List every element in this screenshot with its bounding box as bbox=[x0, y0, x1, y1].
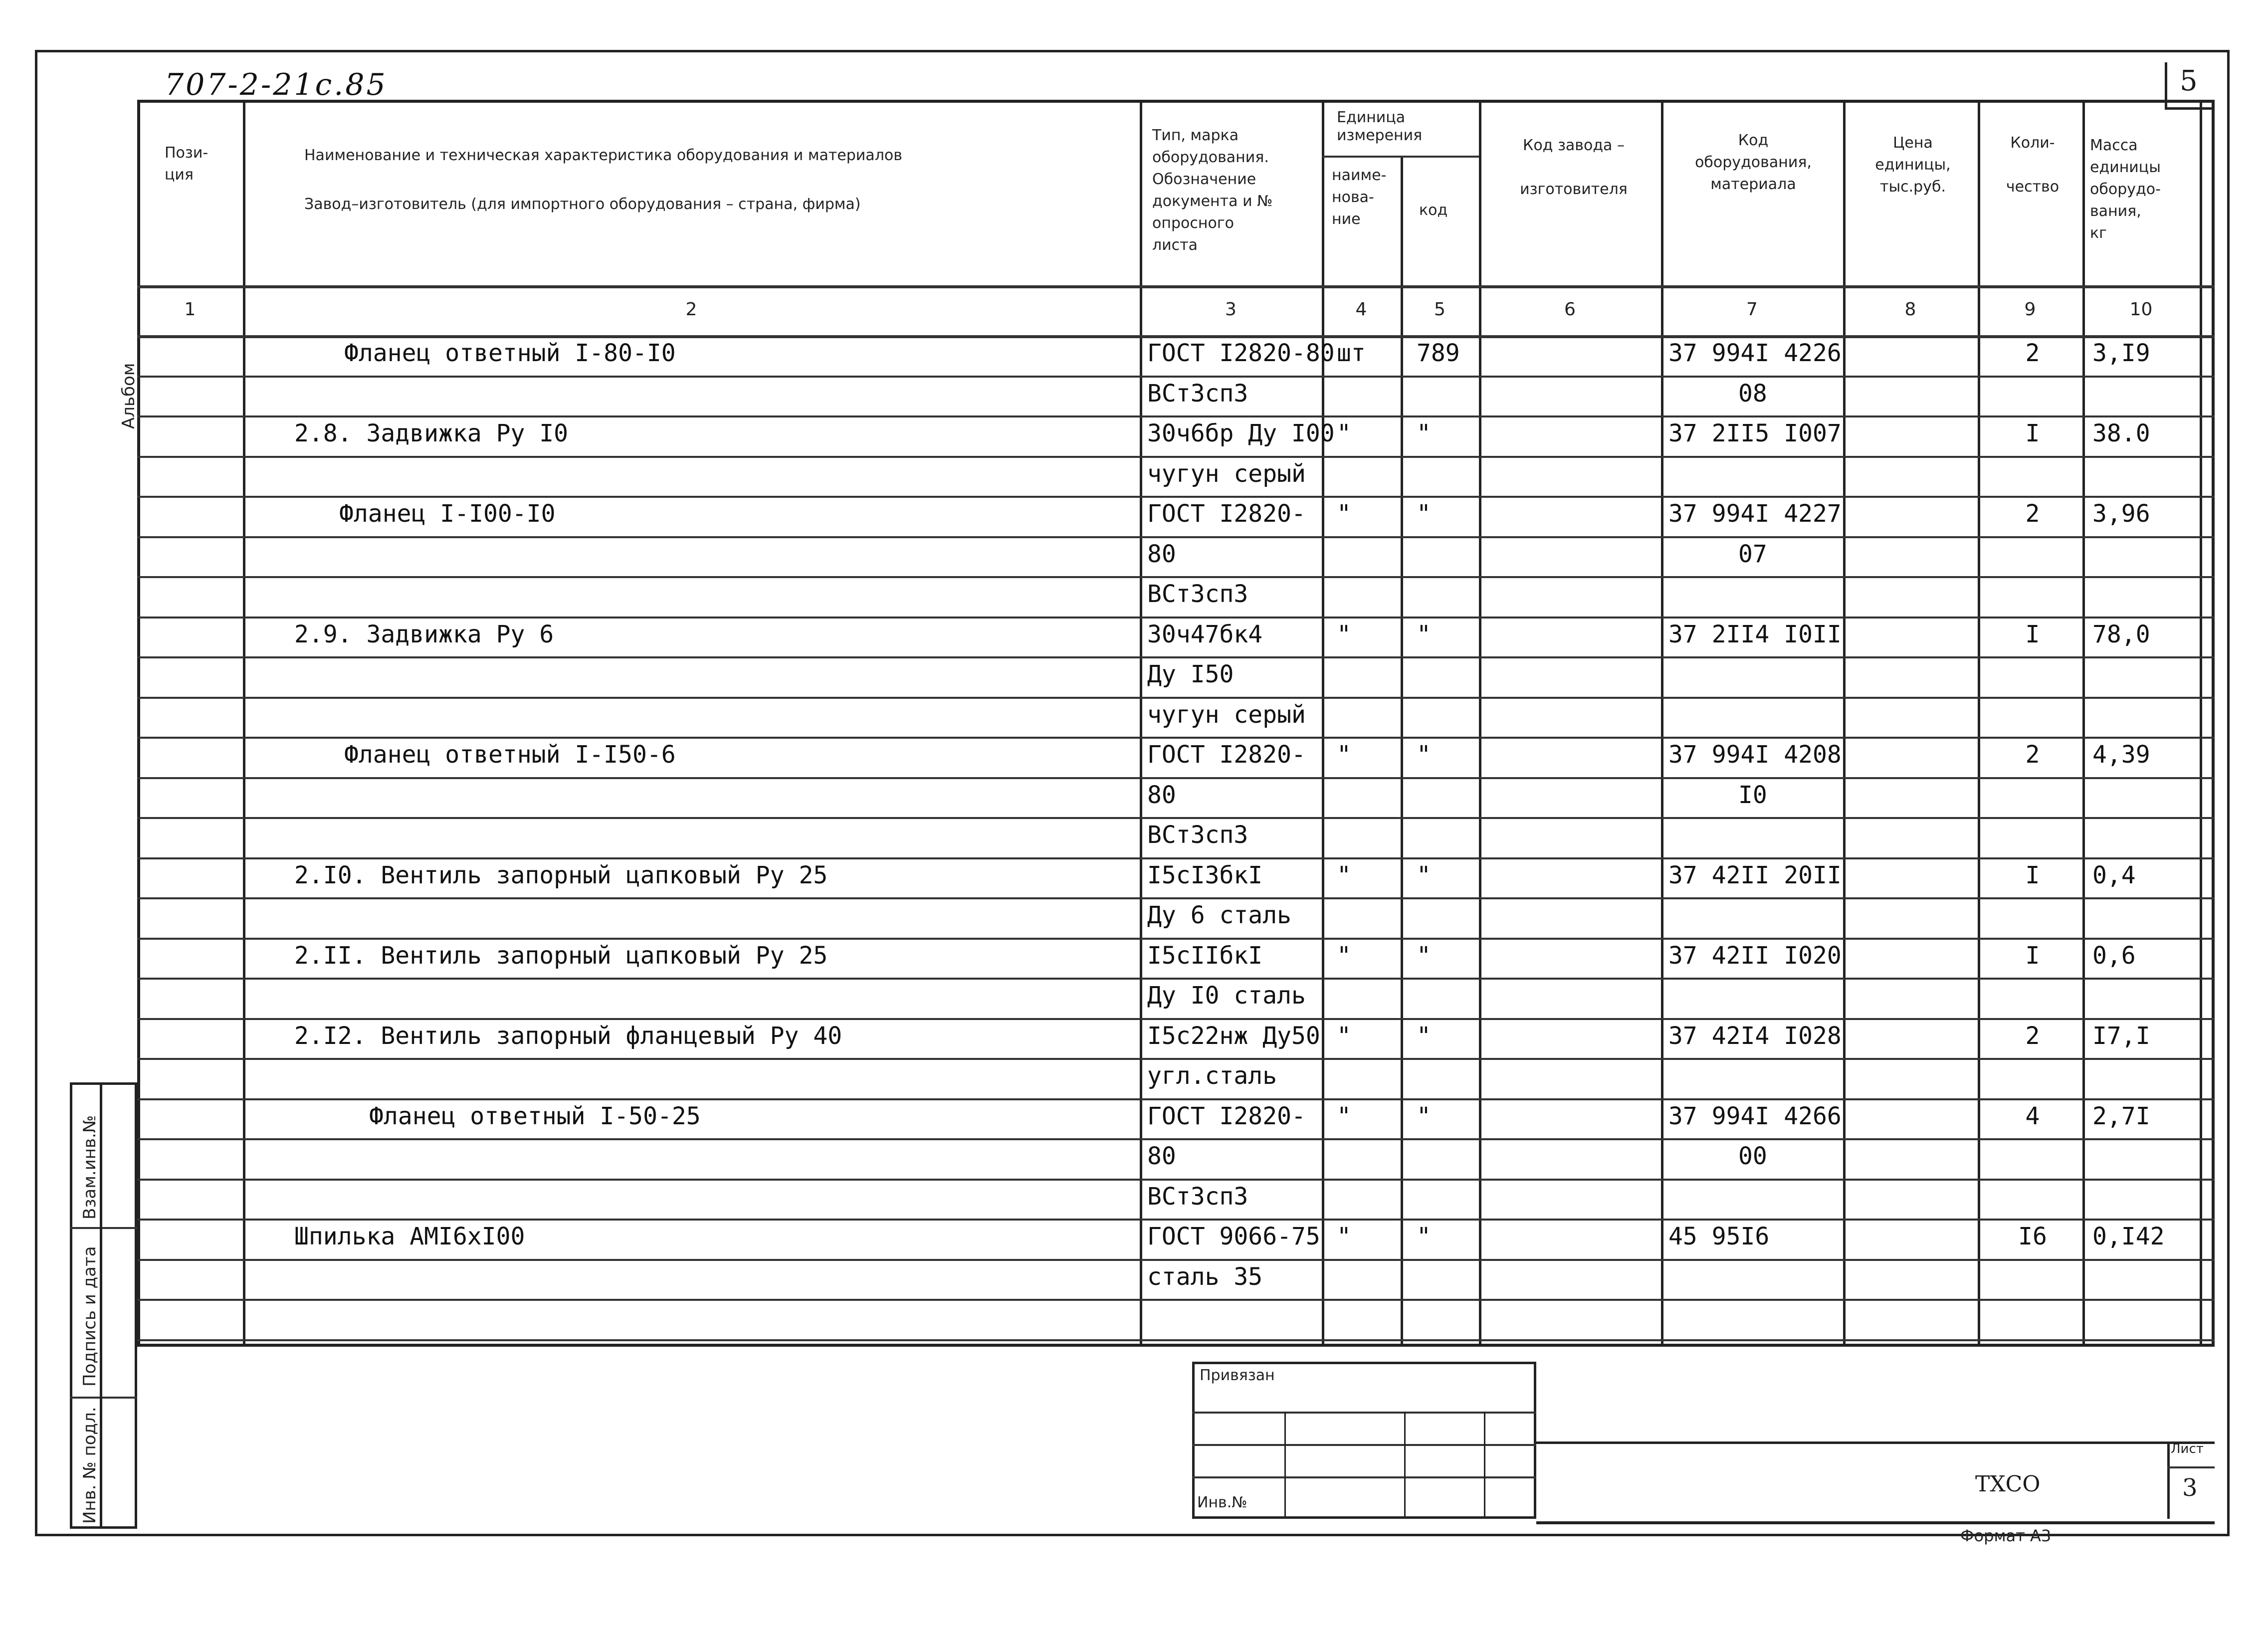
row-equipment-code: 37 42I4 I028 bbox=[1668, 1022, 1842, 1050]
row-quantity: I bbox=[2025, 620, 2040, 648]
row-type: 80 bbox=[1147, 540, 1176, 568]
row-divider bbox=[137, 1138, 2215, 1140]
row-divider bbox=[137, 376, 2215, 378]
row-mass: 2,7I bbox=[2092, 1102, 2150, 1130]
page-number: 5 bbox=[2180, 65, 2198, 97]
row-type: ГОСТ I2820-80 bbox=[1147, 339, 1335, 367]
row-type: Ду I0 сталь bbox=[1147, 982, 1306, 1010]
header-unit-code: код bbox=[1419, 202, 1448, 219]
row-equipment-code: 37 994I 4266 bbox=[1668, 1102, 1842, 1130]
row-mass: 38.0 bbox=[2092, 419, 2150, 447]
row-type: ГОСТ I2820- bbox=[1147, 500, 1306, 528]
row-mass: 4,39 bbox=[2092, 741, 2150, 769]
row-quantity: 2 bbox=[2025, 339, 2040, 367]
row-unit: " bbox=[1337, 1022, 1351, 1050]
header-unit-group: Единица измерения bbox=[1337, 109, 1423, 144]
sheet-number: 3 bbox=[2182, 1474, 2198, 1502]
row-name: 2.8. Задвижка Ру I0 bbox=[294, 419, 569, 447]
colnum-6: 6 bbox=[1564, 299, 1576, 320]
document-code: 707-2-21с.85 bbox=[165, 67, 388, 102]
row-unit-code: " bbox=[1417, 1022, 1431, 1050]
row-unit: " bbox=[1337, 861, 1351, 889]
row-divider bbox=[137, 897, 2215, 899]
row-equipment-code: 37 994I 4227 bbox=[1668, 500, 1842, 528]
row-type: I5сI3бкI bbox=[1147, 861, 1263, 889]
colnum-3: 3 bbox=[1225, 299, 1237, 320]
side-label-inv-orig: Инв. № подл. bbox=[80, 1407, 100, 1524]
row-type: I5сIIбкI bbox=[1147, 941, 1263, 970]
row-quantity: 4 bbox=[2025, 1102, 2040, 1130]
row-unit: " bbox=[1337, 1102, 1351, 1130]
row-quantity: 2 bbox=[2025, 741, 2040, 769]
row-divider bbox=[137, 1018, 2215, 1020]
row-type: Ду 6 сталь bbox=[1147, 901, 1291, 929]
row-unit: " bbox=[1337, 941, 1351, 970]
row-divider bbox=[137, 456, 2215, 458]
row-unit-code: " bbox=[1417, 861, 1431, 889]
row-divider bbox=[137, 496, 2215, 498]
row-quantity: I6 bbox=[2018, 1223, 2047, 1250]
row-unit-code: " bbox=[1417, 1102, 1431, 1130]
row-mass: 0,I42 bbox=[2092, 1223, 2165, 1250]
header-price: Цена единицы, тыс.руб. bbox=[1875, 134, 1951, 196]
row-type: угл.сталь bbox=[1147, 1062, 1277, 1090]
row-equipment-code: 37 994I 4208 bbox=[1668, 741, 1842, 769]
row-equipment-code: 37 2II5 I007 bbox=[1668, 419, 1842, 447]
sheet-label: Лист bbox=[2171, 1441, 2204, 1456]
colnum-5: 5 bbox=[1434, 299, 1445, 320]
row-divider bbox=[137, 1299, 2215, 1301]
row-type: чугун серый bbox=[1147, 459, 1306, 488]
row-mass: 3,I9 bbox=[2092, 339, 2150, 367]
row-divider bbox=[137, 817, 2215, 819]
header-position: Пози- ция bbox=[165, 144, 208, 184]
row-mass: 0,6 bbox=[2092, 941, 2136, 970]
row-unit-code: " bbox=[1417, 620, 1431, 648]
header-quantity: Коли- чество bbox=[2006, 134, 2060, 196]
row-divider bbox=[137, 616, 2215, 618]
row-divider bbox=[137, 1098, 2215, 1100]
row-name: Шпилька АМI6хI00 bbox=[294, 1223, 525, 1250]
row-mass: 78,0 bbox=[2092, 620, 2150, 648]
row-unit-code: " bbox=[1417, 741, 1431, 769]
format-label: Формат А3 bbox=[1960, 1526, 2052, 1545]
header-name-line2: Завод–изготовитель (для импортного оборудования – страна, фирма) bbox=[304, 196, 861, 213]
row-quantity: 2 bbox=[2025, 500, 2040, 528]
row-quantity: I bbox=[2025, 861, 2040, 889]
row-mass: 3,96 bbox=[2092, 500, 2150, 528]
colnum-9: 9 bbox=[2024, 299, 2036, 320]
row-divider bbox=[137, 1339, 2215, 1341]
row-type: 80 bbox=[1147, 781, 1176, 809]
title-block bbox=[1536, 1441, 2215, 1524]
row-equipment-code: 37 42II 20II bbox=[1668, 861, 1842, 889]
row-name: 2.9. Задвижка Ру 6 bbox=[294, 620, 554, 648]
row-equipment-code: 07 bbox=[1738, 540, 1767, 568]
row-divider bbox=[137, 415, 2215, 417]
header-mass: Масса единицы оборудо- вания, кг bbox=[2090, 137, 2161, 242]
row-unit-code: " bbox=[1417, 500, 1431, 528]
row-equipment-code: I0 bbox=[1738, 781, 1767, 809]
side-label-signature-date: Подпись и дата bbox=[80, 1246, 100, 1387]
row-type: 30ч47бк4 bbox=[1147, 620, 1263, 648]
row-divider bbox=[137, 857, 2215, 859]
row-quantity: 2 bbox=[2025, 1022, 2040, 1050]
row-unit-code: " bbox=[1417, 941, 1431, 970]
row-unit-code: " bbox=[1417, 1223, 1431, 1250]
side-label-album: Альбом bbox=[119, 363, 139, 429]
row-type: ГОСТ 9066-75 bbox=[1147, 1223, 1320, 1250]
row-type: ВСт3сп3 bbox=[1147, 580, 1248, 608]
row-unit: " bbox=[1337, 741, 1351, 769]
row-equipment-code: 37 994I 4226 bbox=[1668, 339, 1842, 367]
row-divider bbox=[137, 978, 2215, 980]
row-type: ВСт3сп3 bbox=[1147, 379, 1248, 408]
row-type: 80 bbox=[1147, 1142, 1176, 1170]
row-divider bbox=[137, 697, 2215, 699]
row-equipment-code: 00 bbox=[1738, 1142, 1767, 1170]
row-type: ВСт3сп3 bbox=[1147, 821, 1248, 849]
row-type: 30ч6бр Ду I00 bbox=[1147, 419, 1335, 447]
row-name: 2.II. Вентиль запорный цапковый Ру 25 bbox=[294, 941, 828, 970]
row-divider bbox=[137, 1058, 2215, 1060]
row-unit: " bbox=[1337, 500, 1351, 528]
row-unit: " bbox=[1337, 1223, 1351, 1250]
row-name: Фланец ответный I-80-I0 bbox=[344, 339, 676, 367]
header-unit-name: наиме- нова- ние bbox=[1332, 167, 1387, 228]
row-unit: шт bbox=[1337, 339, 1366, 367]
row-mass: I7,I bbox=[2092, 1022, 2150, 1050]
row-divider bbox=[137, 1219, 2215, 1221]
row-name: Фланец I-I00-I0 bbox=[339, 500, 556, 528]
row-quantity: I bbox=[2025, 941, 2040, 970]
row-divider bbox=[137, 737, 2215, 739]
row-unit: " bbox=[1337, 419, 1351, 447]
row-quantity: I bbox=[2025, 419, 2040, 447]
row-divider bbox=[137, 938, 2215, 940]
row-divider bbox=[137, 536, 2215, 538]
row-equipment-code: 37 2II4 I0II bbox=[1668, 620, 1842, 648]
row-equipment-code: 37 42II I020 bbox=[1668, 941, 1842, 970]
row-divider bbox=[137, 1259, 2215, 1261]
colnum-2: 2 bbox=[685, 299, 697, 320]
row-type: чугун серый bbox=[1147, 700, 1306, 729]
row-name: Фланец ответный I-I50-6 bbox=[344, 741, 676, 769]
row-type: ГОСТ I2820- bbox=[1147, 1102, 1306, 1130]
row-equipment-code: 08 bbox=[1738, 379, 1767, 408]
row-name: 2.I2. Вентиль запорный фланцевый Ру 40 bbox=[294, 1022, 842, 1050]
row-unit-code: 789 bbox=[1417, 339, 1460, 367]
bound-label: Привязан bbox=[1200, 1367, 1275, 1384]
row-type: I5с22нж Ду50 bbox=[1147, 1022, 1320, 1050]
header-equipment-code: Код оборудования, материала bbox=[1695, 132, 1812, 193]
row-type: ВСт3сп3 bbox=[1147, 1182, 1248, 1211]
header-factory-code: Код завода – изготовителя bbox=[1520, 137, 1628, 198]
row-name: 2.I0. Вентиль запорный цапковый Ру 25 bbox=[294, 861, 828, 889]
colnum-1: 1 bbox=[184, 299, 196, 320]
colnum-4: 4 bbox=[1355, 299, 1367, 320]
inv-label: Инв.№ bbox=[1197, 1494, 1247, 1511]
row-type: Ду I50 bbox=[1147, 660, 1234, 688]
designation: ТХСО bbox=[1975, 1471, 2041, 1497]
row-name: Фланец ответный I-50-25 bbox=[369, 1102, 701, 1130]
header-type: Тип, марка оборудования. Обозначение документа и № опросного листа bbox=[1152, 127, 1273, 254]
row-type: ГОСТ I2820- bbox=[1147, 741, 1306, 769]
row-divider bbox=[137, 656, 2215, 658]
row-divider bbox=[137, 576, 2215, 578]
colnum-7: 7 bbox=[1746, 299, 1758, 320]
row-divider bbox=[137, 777, 2215, 779]
side-label-replace-inv: Взам.инв.№ bbox=[80, 1115, 100, 1220]
row-equipment-code: 45 95I6 bbox=[1668, 1223, 1770, 1250]
header-name-line1: Наименование и техническая характеристика оборудования и материалов bbox=[304, 147, 902, 164]
row-mass: 0,4 bbox=[2092, 861, 2136, 889]
row-divider bbox=[137, 1179, 2215, 1181]
row-unit: " bbox=[1337, 620, 1351, 648]
row-unit-code: " bbox=[1417, 419, 1431, 447]
colnum-8: 8 bbox=[1904, 299, 1916, 320]
row-type: сталь 35 bbox=[1147, 1262, 1263, 1291]
colnum-10: 10 bbox=[2129, 299, 2153, 320]
